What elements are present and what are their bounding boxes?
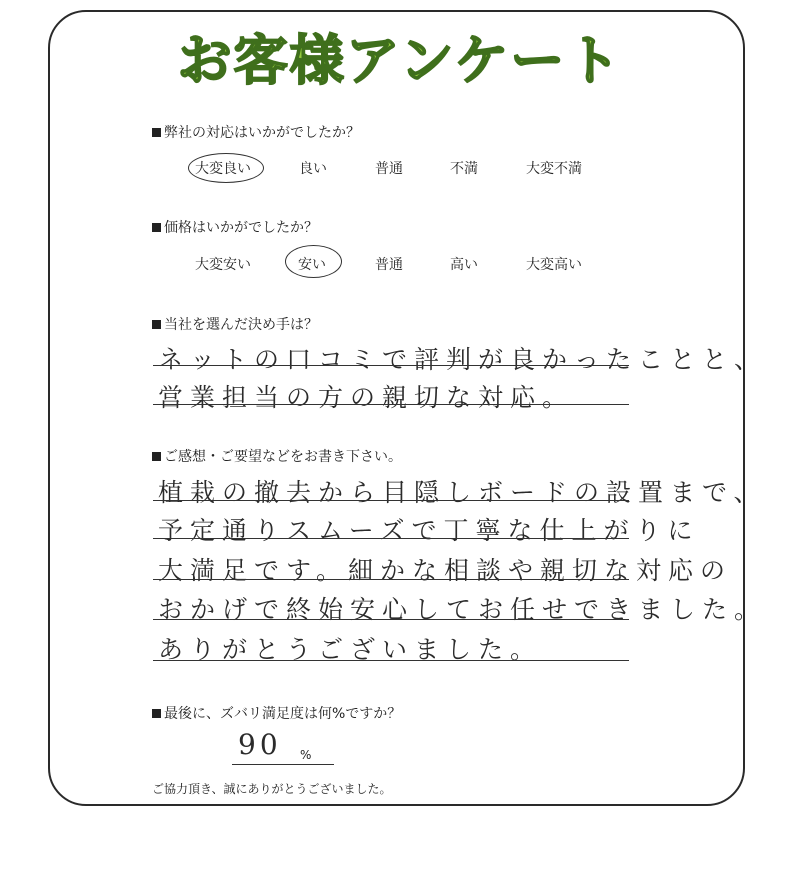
answer-rule: [153, 538, 629, 539]
square-bullet-icon: [152, 320, 161, 329]
option-service-very-unsatisfied: 大変不満: [526, 161, 582, 177]
handwritten-answer-line: 大満足です。細かな相談や親切な対応の: [158, 556, 733, 585]
option-price-expensive: 高い: [450, 257, 478, 273]
question-service-label: 弊社の対応はいかがでしたか？: [164, 125, 360, 141]
option-price-very-cheap: 大変安い: [195, 257, 251, 273]
handwritten-answer-line: おかげで終始安心してお任せできました。: [158, 595, 767, 624]
satisfaction-value: 90: [238, 728, 282, 761]
question-comments-label: ご感想・ご要望などをお書き下さい。: [164, 449, 402, 465]
square-bullet-icon: [152, 452, 161, 461]
handwritten-answer-line: 営業担当の方の親切な対応。: [158, 383, 575, 412]
handwritten-answer-line: ありがとうございました。: [158, 635, 543, 664]
option-price-normal: 普通: [375, 257, 403, 273]
question-deciding-factor: [152, 314, 318, 334]
thank-you-note: ご協力頂き、誠にありがとうございました。: [152, 782, 392, 796]
option-price-cheap: 安い: [298, 257, 326, 273]
answer-rule: [153, 365, 629, 366]
question-satisfaction-label: 最後に、ズバリ満足度は何%ですか？: [164, 706, 402, 722]
answer-rule: [153, 579, 629, 580]
option-price-very-expensive: 大変高い: [526, 257, 582, 273]
option-service-unsatisfied: 不満: [450, 161, 478, 177]
page-title: お客様アンケート: [177, 29, 623, 92]
handwritten-answer-line: 予定通りスムーズで丁寧な仕上がりに: [158, 516, 700, 545]
option-service-normal: 普通: [375, 161, 403, 177]
question-service: [152, 122, 360, 142]
satisfaction-unit: %: [300, 748, 312, 762]
question-deciding-factor-label: 当社を選んだ決め手は？: [164, 317, 318, 333]
square-bullet-icon: [152, 709, 161, 718]
option-service-very-good: 大変良い: [195, 161, 251, 177]
question-satisfaction: [152, 703, 401, 723]
satisfaction-rule: [232, 764, 334, 765]
answer-rule: [153, 619, 629, 620]
question-price: [152, 217, 318, 237]
answer-rule: [153, 404, 629, 405]
answer-rule: [153, 660, 629, 661]
question-comments: [152, 446, 402, 466]
square-bullet-icon: [152, 128, 161, 137]
option-service-good: 良い: [299, 161, 327, 177]
answer-rule: [153, 500, 629, 501]
handwritten-answer-line: ネットの口コミで評判が良かったことと、: [158, 345, 767, 374]
question-price-label: 価格はいかがでしたか？: [164, 220, 318, 236]
square-bullet-icon: [152, 223, 161, 232]
handwritten-answer-line: 植栽の撤去から目隠しボードの設置まで、: [158, 478, 766, 507]
